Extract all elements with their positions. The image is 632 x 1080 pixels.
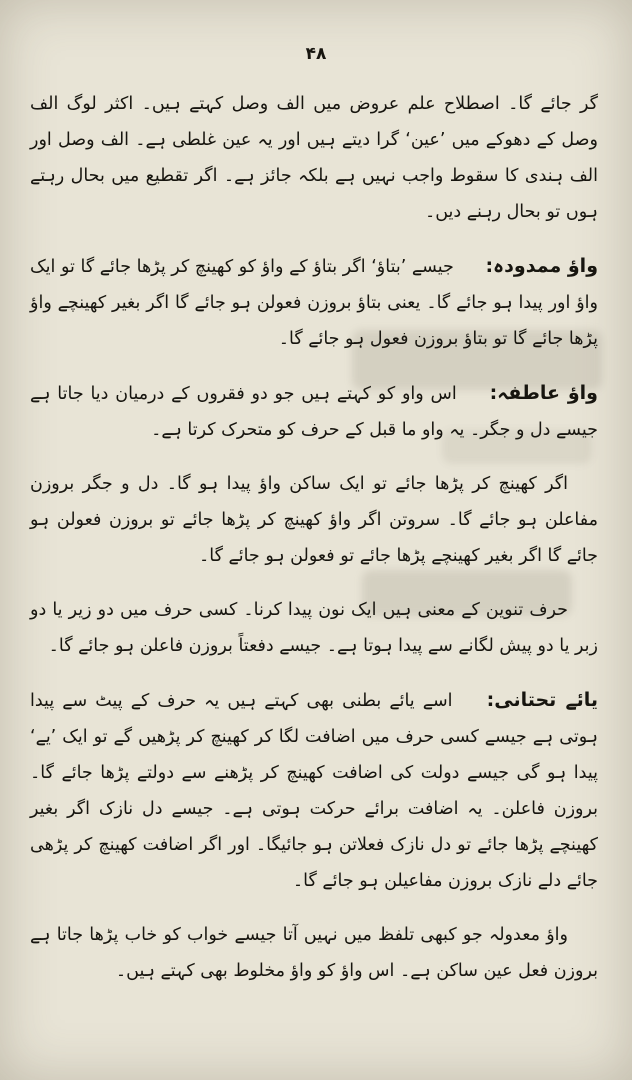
- term-heading: واؤ ممدودہ:: [485, 255, 599, 277]
- paragraph-tanween: حرف تنوین کے معنی ہیں ایک نون پیدا کرنا۔ کسی حرف میں دو زیر یا دو زبر یا دو پیش لگانے سے پیدا ہوتا ہے۔ جیسے دفعتاً بروزن فاعلن ہو جائے گا۔: [30, 600, 598, 656]
- term-paragraph-wao-atifa: [30, 375, 598, 448]
- term-text: اسے یائے بطنی بھی کہتے ہیں یہ حرف کے پیٹ سے پیدا ہوتی ہے جیسے کسی حرف میں اضافت لگا کر کھینچ کر پڑھیں گے تو ایک ’یے‘ پیدا ہو گی جیسے دولت کی اضافت کھینچ کر پڑھنے سے دولتے پڑھا جائے گا۔ بروزن فاعلن۔ یہ اضافت برائے حرکت ہوتی ہے۔ جیسے دل نازک اگر بغیر کھینچے پڑھا جائے تو دل نازک فعلاتن ہو جائیگا۔ اور اگر اضافت کھینچ کر پڑھی جائے دلے نازک بروزن مفاعیلن ہو جائے گا۔: [30, 691, 598, 891]
- term-paragraph-yaye-tahtani: [30, 682, 598, 899]
- paragraph-wao-madula: واؤ معدولہ جو کبھی تلفظ میں نہیں آتا جیسے خواب کو خاب پڑھا جاتا ہے بروزن فعل عین ساکن ہے۔ اس واؤ کو واؤ مخلوط بھی کہتے ہیں۔: [30, 925, 598, 981]
- paragraph-intro: گر جائے گا۔ اصطلاح علم عروض میں الف وصل کہتے ہیں۔ اکثر لوگ الف وصل کے دھوکے میں ’عین‘ گرا دیتے ہیں اور یہ عین غلطی ہے۔ الف وصل اور الف ہندی کا سقوط واجب نہیں ہے بلکہ جائز ہے۔ اگر تقطیع میں بحال رہتے ہوں تو بحال رہنے دیں۔: [30, 94, 598, 222]
- term-text: اس واو کو کہتے ہیں جو دو فقروں کے درمیان دیا جاتا ہے جیسے دل و جگر۔ یہ واو ما قبل کے حرف کو متحرک کرتا ہے۔: [30, 384, 598, 440]
- term-heading: یائے تحتانی:: [486, 689, 598, 711]
- page-content: [0, 64, 632, 989]
- term-heading: واؤ عاطفہ:: [489, 382, 598, 404]
- paragraph-kheench: اگر کھینچ کر پڑھا جائے تو ایک ساکن واؤ پیدا ہو گا۔ دل و جگر بروزن مفاعلن ہو جائے گا۔ سروتن اگر واؤ کھینچ کر پڑھا جائے تو بروزن فعولن ہو جائے گا اگر بغیر کھینچے پڑھا جائے تو فعولن ہو جائے گا۔: [30, 474, 598, 566]
- page-number: ۴۸: [305, 44, 327, 64]
- term-paragraph-wao-mamduda: [30, 248, 598, 357]
- term-text: جیسے ’بتاؤ‘ اگر بتاؤ کے واؤ کو کھینچ کر پڑھا جائے گا تو ایک واؤ اور پیدا ہو جائے گا۔ یعنی بتاؤ بروزن فعولن ہو جائے گا اگر بغیر کھینچے واؤ پڑھا جائے گا تو بتاؤ بروزن فعول ہو جائے گا۔: [30, 257, 598, 349]
